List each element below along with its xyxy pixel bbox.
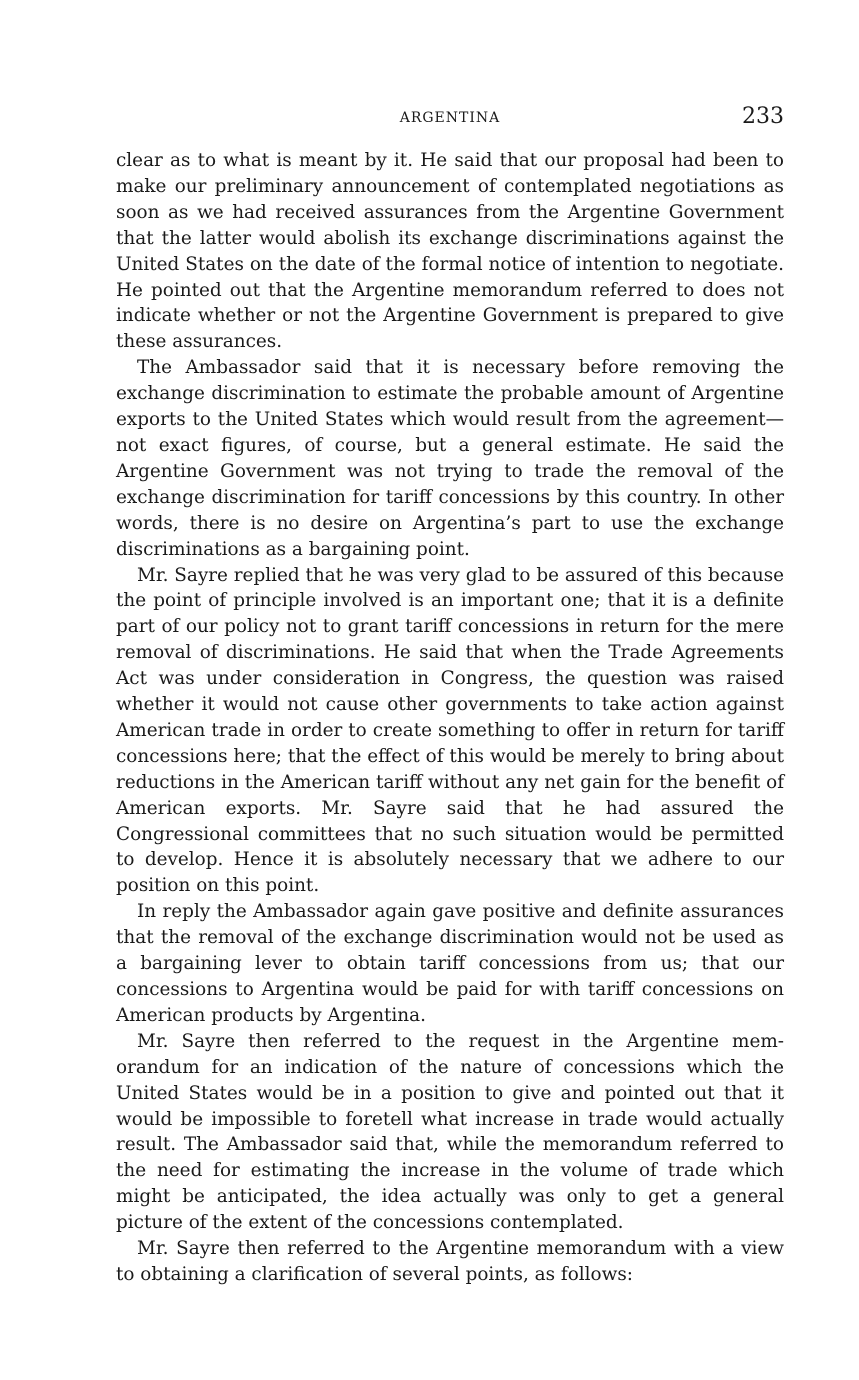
paragraph: Mr. Sayre then referred to the Argentine memorandum with a view to obtaining a clarification of several points, as follows: xyxy=(116,1238,784,1285)
paragraph: Mr. Sayre replied that he was very glad to be assured of this because the point of principle involved is an important one; that it is a definite part of our policy not to grant tariff concessions in return for the mere removal of discriminations. He said that when the Trade Agreements Act was under consideration in Congress, the question was raised whether it would not cause other governments to take action against American trade in order to create something to offer in return for tariff concessions here; that the effect of this would be merely to bring about reductions in the American tariff without any net gain for the benefit of American exports. Mr. Sayre said that he had assured the Congressional committees that no such situation would be permitted to develop. Hence it is absolutely necessary that we adhere to our position on this point. xyxy=(116,564,785,897)
running-head: ARGENTINA xyxy=(399,110,501,126)
page-number: 233 xyxy=(742,104,784,129)
paragraph: Mr. Sayre then referred to the request in the Argentine memorandum for an indication of the nature of concessions which the United States would be in a position to give and pointed out that it would be impossible to foretell what increase in trade would actually result. The Ambassador said that, while the memorandum referred to the need for estimating the increase in the volume of trade which might be anticipated, the idea actually was only to get a general picture of the extent of the concessions contemplated. xyxy=(116,1030,784,1234)
body-text xyxy=(116,148,784,1288)
paragraph-continuation: clear as to what is meant by it. He said that our proposal had been to make our preliminary announcement of contemplated negotiations as soon as we had received assurances from the Argentine Government that the latter would abolish its exchange discriminations against the United States on the date of the formal notice of intention to negotiate. He pointed out that the Argentine memorandum referred to does not indicate whether or not the Argentine Government is prepared to give these assurances. xyxy=(116,150,784,353)
paragraph: The Ambassador said that it is necessary before removing the exchange discrimination to estimate the probable amount of Argentine exports to the United States which would result from the agreement—not exact figures, of course, but a general estimate. He said the Argentine Government was not trying to trade the removal of the exchange discrimination for tariff concessions by this country. In other words, there is no desire on Argentina’s part to use the exchange discriminations as a bargaining point. xyxy=(116,357,784,560)
document-page xyxy=(116,100,784,1288)
paragraph: In reply the Ambassador again gave positive and definite assurances that the removal of the exchange discrimination would not be used as a bargaining lever to obtain tariff concessions from us; that our concessions to Argentina would be paid for with tariff concessions on American products by Argentina. xyxy=(116,901,784,1026)
page-header xyxy=(116,100,784,136)
